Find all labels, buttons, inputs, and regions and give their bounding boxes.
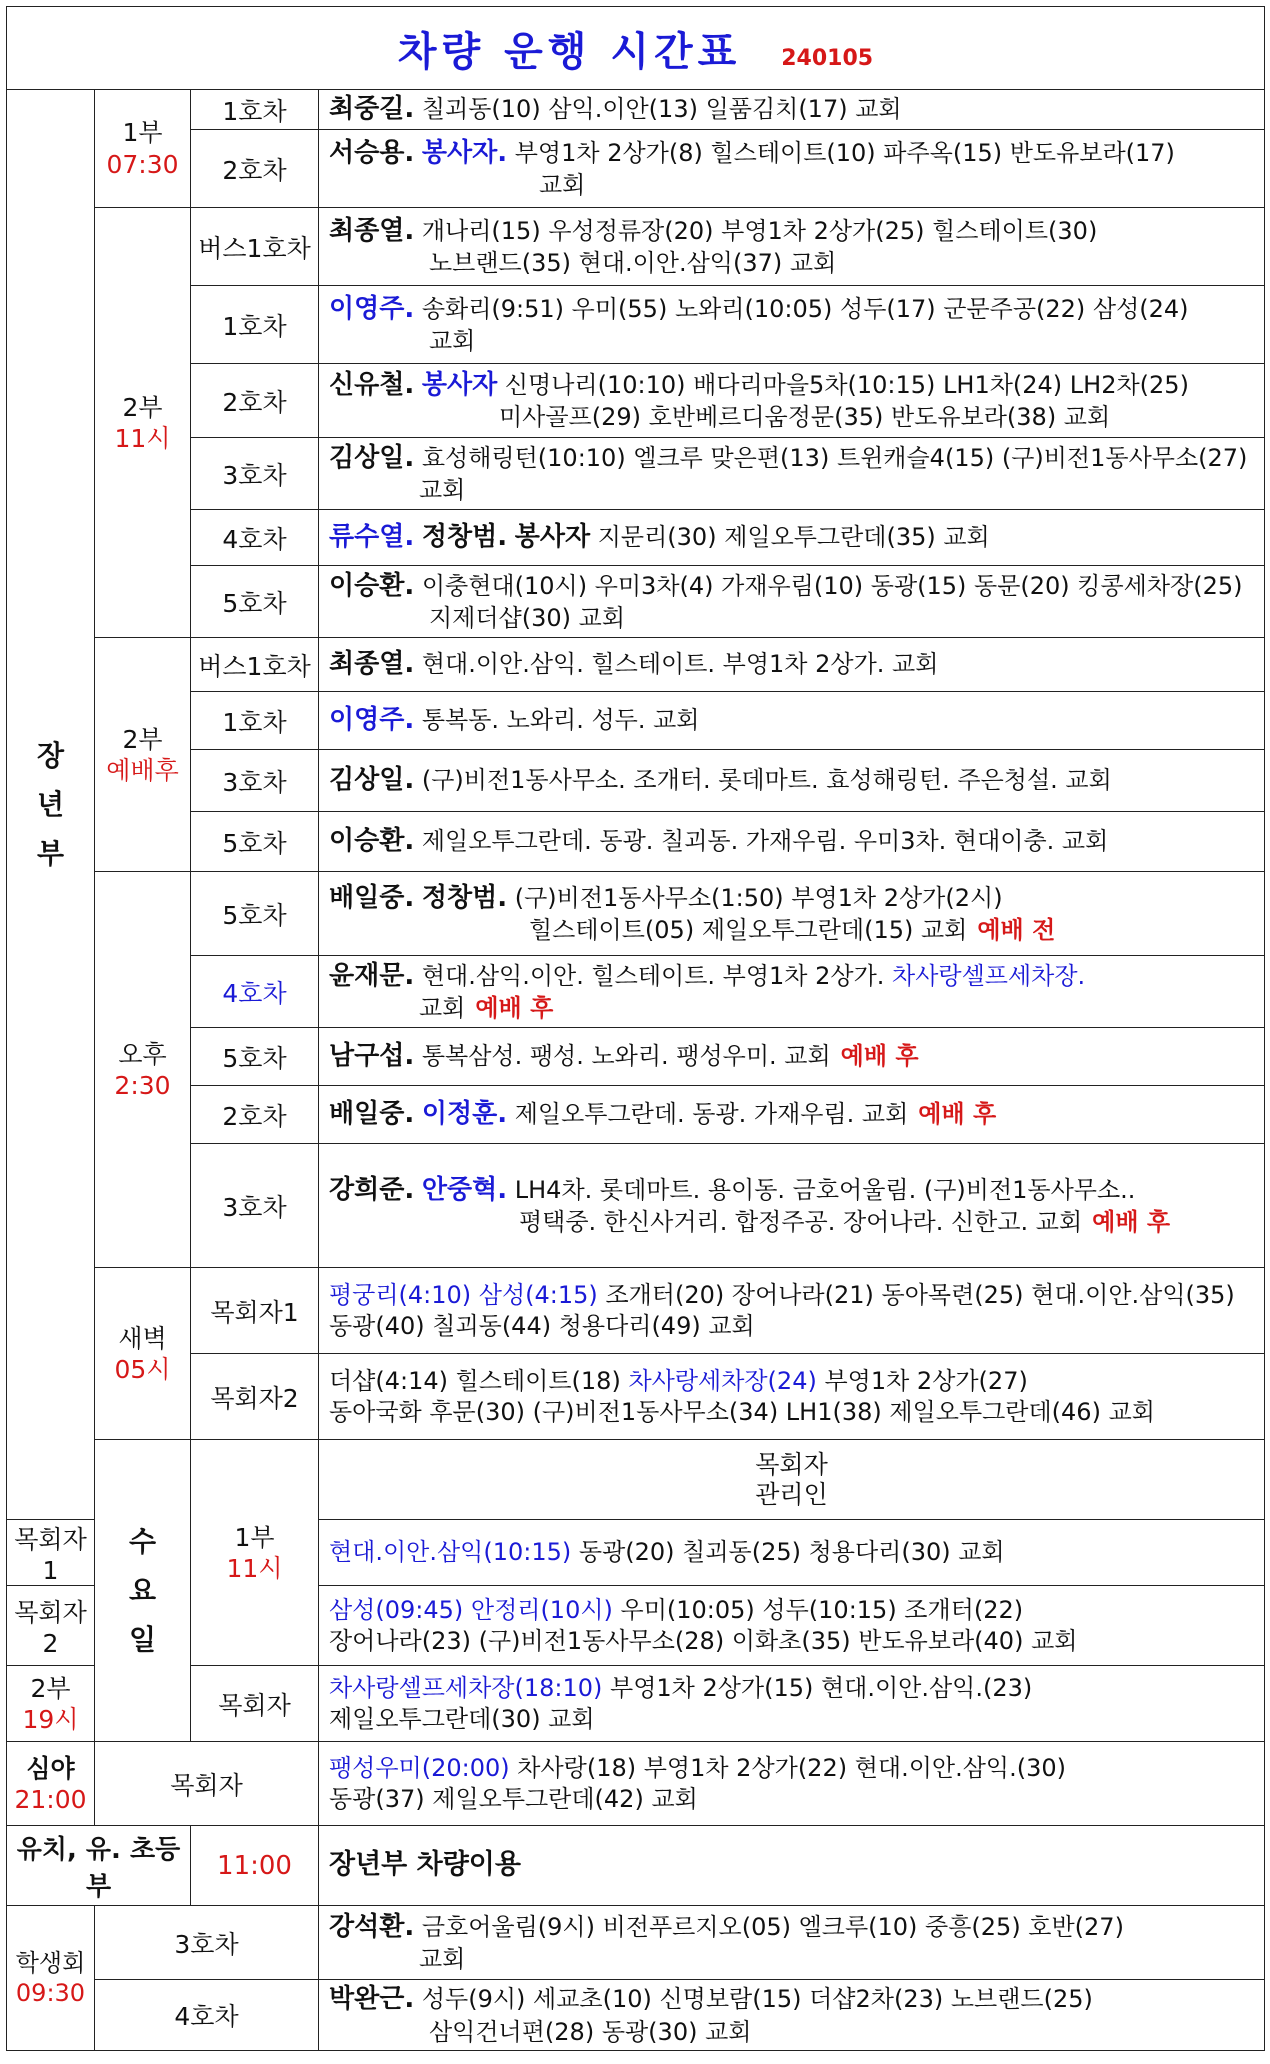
route-cell: 신유철. 봉사자 신명나리(10:10) 배다리마을5차(10:15) LH1차(24) LH2차(25) 미사골프(29) 호반베르디움정문(35) 반도유보라(38) 교회 bbox=[319, 364, 1265, 438]
table-row bbox=[7, 872, 1265, 956]
car-label: 목회자2 bbox=[191, 1354, 319, 1440]
group-wed-2bu: 2부 19시 bbox=[7, 1666, 95, 1742]
schedule-sheet bbox=[6, 6, 1264, 2058]
route-cell: 최종열. 현대.이안.삼익. 힐스테이트. 부영1차 2상가. 교회 bbox=[319, 638, 1265, 692]
route-cell: 현대.이안.삼익(10:15) 동광(20) 칠괴동(25) 청용다리(30) 교회 bbox=[319, 1520, 1265, 1586]
table-row bbox=[7, 510, 1265, 566]
group-wed-1bu: 1부 11시 bbox=[191, 1440, 319, 1666]
car-label: 버스1호차 bbox=[191, 208, 319, 286]
schedule-date: 240105 bbox=[781, 45, 874, 71]
car-label: 4호차 bbox=[95, 1980, 319, 2051]
schedule-table bbox=[6, 6, 1265, 2051]
route-cell: 남구섭. 통복삼성. 팽성. 노와리. 팽성우미. 교회 예배 후 bbox=[319, 1028, 1265, 1086]
car-label: 목회자1 bbox=[191, 1268, 319, 1354]
route-cell: 강희준. 안중혁. LH4차. 롯데마트. 용이동. 금호어울림. (구)비전1동사무소.. 평택중. 한신사거리. 합정주공. 장어나라. 신한고. 교회 예배 후 bbox=[319, 1144, 1265, 1268]
table-row bbox=[7, 1906, 1265, 1980]
service-tag: 예배 후 bbox=[1092, 1208, 1171, 1237]
car-label: 5호차 bbox=[191, 1028, 319, 1086]
service-tag: 예배 후 bbox=[475, 994, 554, 1023]
table-row bbox=[7, 1354, 1265, 1440]
car-label: 1호차 bbox=[191, 286, 319, 364]
car-label: 3호차 bbox=[95, 1906, 319, 1980]
car-label: 5호차 bbox=[191, 566, 319, 638]
table-row bbox=[7, 1826, 1265, 1906]
route-cell: 이영주. 송화리(9:51) 우미(55) 노와리(10:05) 성두(17) 군문주공(22) 삼성(24) 교회 bbox=[319, 286, 1265, 364]
car-label: 1호차 bbox=[191, 90, 319, 130]
table-row bbox=[7, 1144, 1265, 1268]
route-cell: 윤재문. 현대.삼익.이안. 힐스테이트. 부영1차 2상가. 차사랑셀프세차장. 교회 예배 후 bbox=[319, 956, 1265, 1028]
route-cell: 팽성우미(20:00) 차사랑(18) 부영1차 2상가(22) 현대.이안.삼익.(30) 동광(37) 제일오투그란데(42) 교회 bbox=[319, 1742, 1265, 1826]
table-row bbox=[7, 1980, 1265, 2051]
car-label: 목회자1 bbox=[7, 1520, 95, 1586]
route-cell: 김상일. (구)비전1동사무소. 조개터. 롯데마트. 효성해링턴. 주은청설. 교회 bbox=[319, 750, 1265, 812]
route-cell: 류수열. 정창범. 봉사자 지문리(30) 제일오투그란데(35) 교회 bbox=[319, 510, 1265, 566]
route-cell: 김상일. 효성해링턴(10:10) 엘크루 맞은편(13) 트윈캐슬4(15) (구)비전1동사무소(27) 교회 bbox=[319, 438, 1265, 510]
table-row bbox=[7, 638, 1265, 692]
group-2bu-11: 2부 11시 bbox=[95, 208, 191, 638]
table-row bbox=[7, 90, 1265, 130]
table-row bbox=[7, 130, 1265, 208]
table-row bbox=[7, 750, 1265, 812]
title-cell bbox=[7, 7, 1265, 90]
route-cell: 강석환. 금호어울림(9시) 비전푸르지오(05) 엘크루(10) 중흥(25) 호반(27) 교회 bbox=[319, 1906, 1265, 1980]
car-label: 2호차 bbox=[191, 364, 319, 438]
route-cell: 배일중. 정창범. (구)비전1동사무소(1:50) 부영1차 2상가(2시) 힐스테이트(05) 제일오투그란데(15) 교회 예배 전 bbox=[319, 872, 1265, 956]
table-row bbox=[7, 812, 1265, 872]
car-label: 목회자 bbox=[191, 1666, 319, 1742]
route-cell: 이영주. 통복동. 노와리. 성두. 교회 bbox=[319, 692, 1265, 750]
table-row bbox=[7, 1666, 1265, 1742]
table-row bbox=[7, 1440, 1265, 1520]
table-row bbox=[7, 1086, 1265, 1144]
children-note: 장년부 차량이용 bbox=[319, 1826, 1265, 1906]
route-cell: 평궁리(4:10) 삼성(4:15) 조개터(20) 장어나라(21) 동아목련(25) 현대.이안.삼익(35) 동광(40) 칠괴동(44) 청용다리(49) 교회 bbox=[319, 1268, 1265, 1354]
car-label: 5호차 bbox=[191, 872, 319, 956]
route-cell: 최중길. 칠괴동(10) 삼익.이안(13) 일품김치(17) 교회 bbox=[319, 90, 1265, 130]
route-cell: 서승용. 봉사자. 부영1차 2상가(8) 힐스테이트(10) 파주옥(15) 반도유보라(17) 교회 bbox=[319, 130, 1265, 208]
car-label: 3호차 bbox=[191, 438, 319, 510]
table-row bbox=[7, 1028, 1265, 1086]
table-row bbox=[7, 1268, 1265, 1354]
section-jangnyeon: 장 년 부 bbox=[7, 90, 95, 1520]
car-label: 3호차 bbox=[191, 1144, 319, 1268]
route-cell: 최종열. 개나리(15) 우성정류장(20) 부영1차 2상가(25) 힐스테이트(30) 노브랜드(35) 현대.이안.삼익(37) 교회 bbox=[319, 208, 1265, 286]
section-wednesday: 수 요 일 bbox=[95, 1440, 191, 1742]
service-tag: 예배 후 bbox=[840, 1042, 919, 1071]
table-row bbox=[7, 692, 1265, 750]
route-cell: 이승환. 제일오투그란데. 동광. 칠괴동. 가재우림. 우미3차. 현대이충. 교회 bbox=[319, 812, 1265, 872]
car-label: 1호차 bbox=[191, 692, 319, 750]
table-row bbox=[7, 364, 1265, 438]
car-label: 4호차 bbox=[191, 510, 319, 566]
car-label: 4호차 bbox=[191, 956, 319, 1028]
section-late-night: 심야 21:00 bbox=[7, 1742, 95, 1826]
car-label: 목회자 관리인 bbox=[319, 1440, 1265, 1520]
group-2bu-after: 2부 예배후 bbox=[95, 638, 191, 872]
car-label: 목회자 bbox=[95, 1742, 319, 1826]
car-label: 목회자2 bbox=[7, 1586, 95, 1666]
route-cell: 삼성(09:45) 안정리(10시) 우미(10:05) 성두(10:15) 조개터(22) 장어나라(23) (구)비전1동사무소(28) 이화초(35) 반도유보라(40) 교회 bbox=[319, 1586, 1265, 1666]
car-label: 2호차 bbox=[191, 130, 319, 208]
route-cell: 이승환. 이충현대(10시) 우미3차(4) 가재우림(10) 동광(15) 동문(20) 킹콩세차장(25) 지제더샵(30) 교회 bbox=[319, 566, 1265, 638]
group-dawn: 새벽 05시 bbox=[95, 1268, 191, 1440]
route-cell: 더샵(4:14) 힐스테이트(18) 차사랑세차장(24) 부영1차 2상가(27) 동아국화 후문(30) (구)비전1동사무소(34) LH1(38) 제일오투그란데(46) 교회 bbox=[319, 1354, 1265, 1440]
table-row bbox=[7, 956, 1265, 1028]
section-student: 학생회 09:30 bbox=[7, 1906, 95, 2051]
group-afternoon: 오후 2:30 bbox=[95, 872, 191, 1268]
group-1bu: 1부 07:30 bbox=[95, 90, 191, 208]
car-label: 2호차 bbox=[191, 1086, 319, 1144]
service-tag: 예배 후 bbox=[918, 1100, 997, 1129]
section-children: 유치, 유. 초등부 bbox=[7, 1826, 191, 1906]
route-cell: 박완근. 성두(9시) 세교초(10) 신명보람(15) 더샵2차(23) 노브랜드(25) 삼익건너편(28) 동광(30) 교회 bbox=[319, 1980, 1265, 2051]
service-tag: 예배 전 bbox=[977, 916, 1056, 945]
table-row bbox=[7, 208, 1265, 286]
page-title: 차량 운행 시간표 bbox=[397, 28, 742, 75]
car-label: 3호차 bbox=[191, 750, 319, 812]
title-row bbox=[7, 7, 1265, 90]
route-cell: 차사랑셀프세차장(18:10) 부영1차 2상가(15) 현대.이안.삼익.(23) 제일오투그란데(30) 교회 bbox=[319, 1666, 1265, 1742]
table-row bbox=[7, 438, 1265, 510]
table-row bbox=[7, 286, 1265, 364]
car-label: 5호차 bbox=[191, 812, 319, 872]
route-cell: 배일중. 이정훈. 제일오투그란데. 동광. 가재우림. 교회 예배 후 bbox=[319, 1086, 1265, 1144]
children-time: 11:00 bbox=[191, 1826, 319, 1906]
car-label: 버스1호차 bbox=[191, 638, 319, 692]
table-row bbox=[7, 1742, 1265, 1826]
table-row bbox=[7, 566, 1265, 638]
